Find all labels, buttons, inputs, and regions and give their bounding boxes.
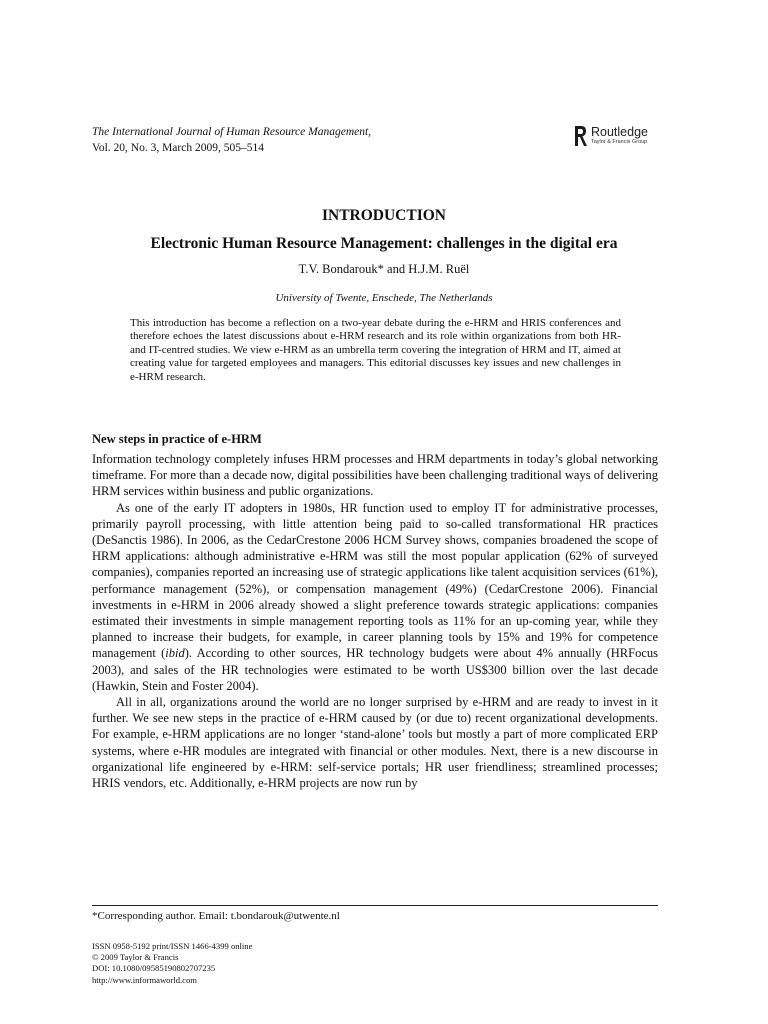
routledge-r-logo-icon (573, 124, 587, 148)
article-title: Electronic Human Resource Management: challenges in the digital era (150, 235, 618, 252)
publisher-name: Routledge (591, 125, 648, 139)
issn: ISSN 0958-5192 print/ISSN 1466-4399 online (92, 941, 253, 951)
footnote: *Corresponding author. Email: t.bondarouk@utwente.nl (92, 910, 340, 922)
body-text (92, 451, 658, 791)
publisher-group: Taylor & Francis Group (591, 139, 648, 145)
body-paragraph-3: All in all, organizations around the world are no longer surprised by e-HRM and are ready to invest in it further. We see new steps in the practice of e-HRM caused by (or due to) recent organizational developments. For example, e-HRM applications are no longer ‘stand-alone’ tools but mostly a part of more complicated ERP systems, where e-HR modules are integrated with financial or other modules. Next, there is a new discourse in organizational life engineered by e-HRM: self-service portals; HR user friendliness; streamlined processes; HRIS vendors, etc. Additionally, e-HRM projects are now run by (92, 695, 658, 791)
publication-info (92, 941, 252, 986)
section-title: INTRODUCTION (321, 207, 446, 224)
section-heading: New steps in practice of e-HRM (92, 432, 262, 446)
footnote-divider (92, 905, 658, 906)
authors: T.V. Bondarouk* and H.J.M. Ruël (298, 262, 470, 276)
journal-volume: Vol. 20, No. 3, March 2009, 505–514 (92, 142, 264, 154)
affiliation: University of Twente, Enschede, The Netherlands (275, 292, 493, 304)
body-paragraph-1: Information technology completely infuses HRM processes and HRM departments in today’s global networking timeframe. For more than a decade now, digital possibilities have been challenging traditional ways of delivering HRM services within business and public organizations. (92, 452, 658, 499)
journal-citation (92, 124, 371, 156)
journal-name: The International Journal of Human Resource Management, (92, 126, 372, 138)
body-paragraph-2: As one of the early IT adopters in 1980s, HR function used to employ IT for administrative processes, primarily payroll processing, with little attention being paid to so-called transformational HR practices (DeSanctis 1986). In 2006, as the CedarCrestone 2006 HCM Survey shows, companies broadened the scope of HRM applications: although administrative e-HRM was still the most popular application (62% of surveyed companies), companies reported an increasing use of strategic applications like talent acquisition services (61%), performance management (52%), or compensation management (49%) (CedarCrestone 2006). Financial investments in e-HRM in 2006 already showed a slight preference towards strategic applications: companies estimated their investments in simple management reporting tools as 11% for an up-coming year, while they planned to increase their budgets, for example, in career planning tools by 15% and 19% for competence management (ibid). According to other sources, HR technology budgets were about 4% annually (HRFocus 2003), and sales of the HR technologies were estimated to be worth US$300 billion over the last decade (Hawkin, Stein and Foster 2004). (92, 500, 658, 693)
publisher-url[interactable]: http://www.informaworld.com (92, 974, 197, 985)
abstract: This introduction has become a reflection on a two-year debate during the e-HRM and HRIS conferences and therefore echoes the latest discussions about e-HRM research and its role within organizations from both HR- and IT-centred studies. We view e-HRM as an umbrella term covering the integration of HRM and IT, aimed at creating value for targeted employees and managers. This editorial discusses key issues and new challenges in e-HRM research. (130, 317, 621, 383)
publisher-logo (573, 124, 648, 148)
copyright: © 2009 Taylor & Francis (92, 952, 179, 963)
doi: DOI: 10.1080/09585190802707235 (92, 963, 216, 974)
